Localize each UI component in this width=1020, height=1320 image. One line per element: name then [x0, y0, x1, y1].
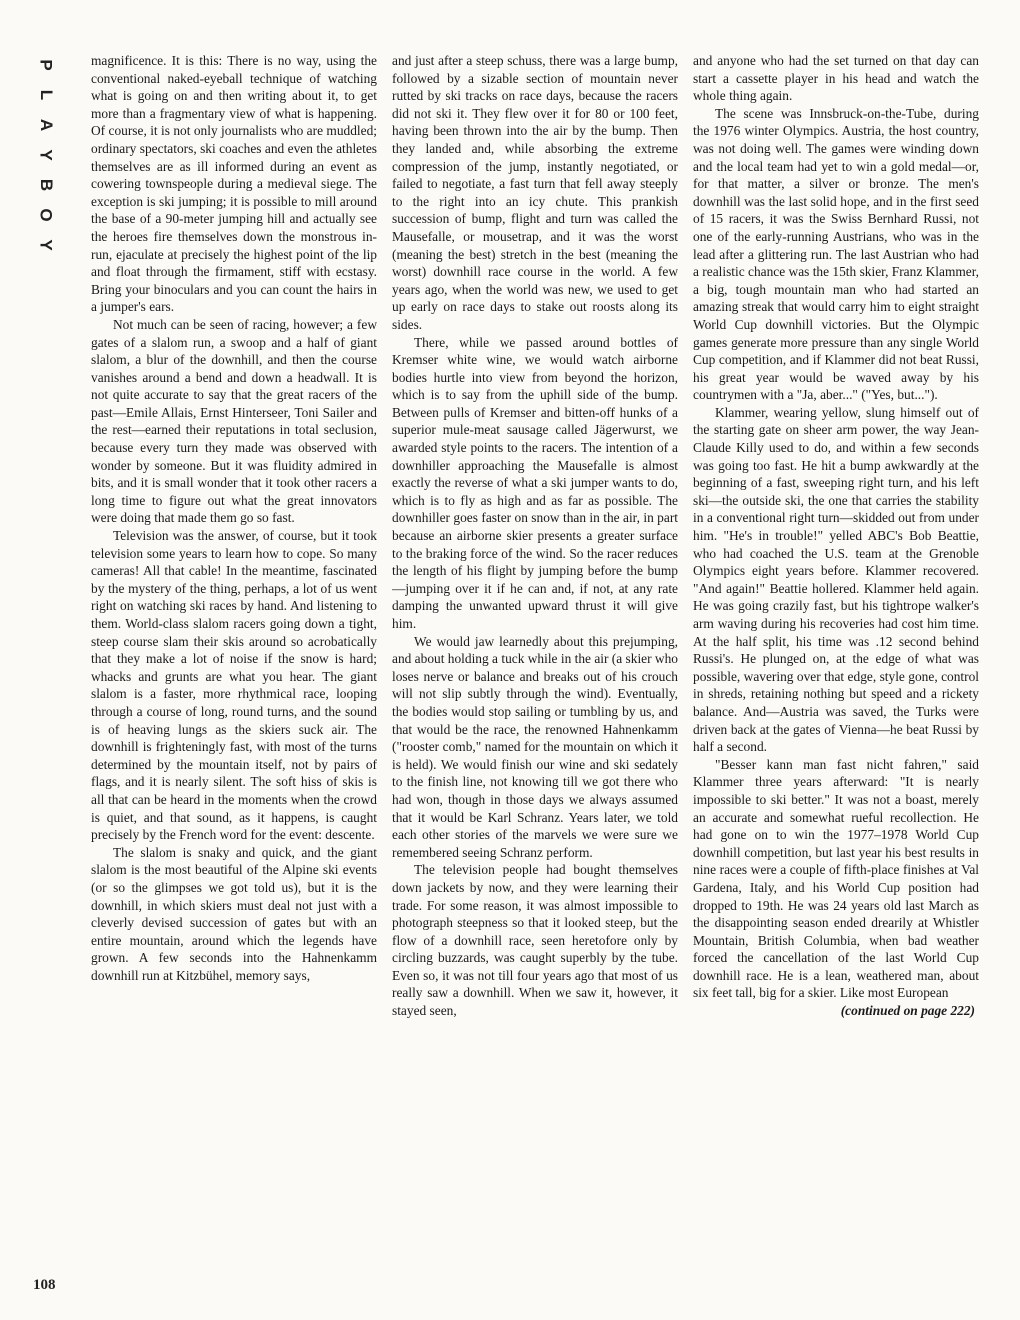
paragraph: Television was the answer, of course, but it took television some years to learn how to cope. So many cameras! All that cable! In the meantime, fascinated by the mystery of the thing, perhaps, a lot of us went right on watching ski races by hand. And listening to them. World-class slalom racers going down a tight, steep course slam their skis around so acrobatically that they make a lot of noise if the snow is hard; whacks and grunts are what you hear. The giant slalom is a faster, more rhythmical race, looping through a course of long, round turns, and the sound is of heaving lungs as the skiers suck air. The downhill is frighteningly fast, with most of the turns determined by the mountain itself, not by pairs of flags, and it is nearly silent. The soft hiss of skis is all that can be heard in the moments when the crowd is quiet, and that sound, as it happens, is caught precisely by the French word for the event: descente.: [91, 528, 377, 843]
page-number: 108: [33, 1277, 56, 1293]
logo-letter: A: [37, 118, 56, 132]
paragraph: Not much can be seen of racing, however; a few gates of a slalom run, a swoop and a half of giant slalom, a blur of the downhill, and then the course vanishes around a bend and down a headwall. It is not quite accurate to say that the great racers of the past—Emile Allais, Ernst Hinterseer, Toni Sailer and the rest—earned their reputations in total seclusion, because every turn they made was observed with wonder by someone. But it was fluidity admired in bits, and it is small wonder that it took other racers a long time to figure out what the great innovators were doing that made them go so fast.: [91, 316, 377, 526]
logo-letter: P: [37, 59, 56, 71]
paragraph: "Besser kann man fast nicht fahren," said Klammer three years afterward: "It is nearly impossible to ski better." It was not a boast, merely an accurate and somewhat rueful recollection. He had gone on to win the 1977–1978 World Cup downhill competition, but last year his best results in nine races were a couple of fifth-place finishes at Val Gardena, Italy, and his World Cup position had dropped to 19th. He was 24 years old last March as the disappointing season ended drearily at Whistler Mountain, British Columbia, when bad weather forced the cancellation of the last World Cup downhill race. He is a lean, weathered man, about six feet tall, big for a skier. Like most European: [693, 756, 979, 1001]
article-column-1: [91, 52, 377, 1292]
logo-letter: B: [37, 178, 56, 192]
article-column-2: [392, 52, 678, 1292]
paragraph: and anyone who had the set turned on that day can start a cassette player in his head and watch the whole thing again.: [693, 53, 979, 104]
paragraph: and just after a steep schuss, there was a large bump, followed by a sizable section of mountain never rutted by ski tracks on race days, because the racers did not ski it. They flew over it for 80 or 100 feet, having been thrown into the air by the bump. Then they landed and, while absorbing the extreme compression of the jump, instantly negotiated, or failed to negotiate, a fast turn that fell away steeply to the right into an icy chute. This prankish succession of bump, flight and turn was called the Mausefalle, or mousetrap, and it was the worst (meaning the best) stretch in the best (meaning the worst) downhill race course in the world. A few years ago, when the world was new, we used to get up early on race days to stake out roosts along its sides.: [392, 53, 678, 332]
paragraph: Klammer, wearing yellow, slung himself out of the starting gate on sheer arm power, the way Jean-Claude Killy used to do, and within a few seconds was going too fast. He hit a bump awkwardly at the beginning of a fast, sweeping right turn, and his left ski—the outside ski, the one that carries the stability in a conventional right turn—skidded out from under him. "He's in trouble!" yelled ABC's Bob Beattie, who had coached the U.S. team at the Grenoble Olympics eight years before. Klammer recovered. "And again!" Beattie hollered. Klammer held again. He was going crazily fast, but his tightrope walker's arm waving during his recoveries had cost him time. At the half split, his time was .12 second behind Russi's. He plunged on, at the edge of what was possible, wavering over that edge, style gone, control in shreds, retaining nothing but speed and a rickety balance. And—Austria was saved, the Turks were driven back at the gates of Vienna—he beat Russi by half a second.: [693, 404, 979, 755]
logo-letter: Y: [37, 239, 56, 251]
logo-letter: Y: [37, 149, 56, 161]
paragraph: There, while we passed around bottles of Kremser white wine, we would watch airborne bodies hurtle into view from beyond the horizon, which is to say from the uphill side of the bump. Between pulls of Kremser and bitten-off hunks of a superior mule-meat sausage called Jägerwurst, we awarded style points to the racers. The intention of a downhiller approaching the Mausefalle is almost exactly the reverse of what a ski jumper wants to do, which is to fly as high and as far as possible. The downhiller goes faster on snow than in the air, in part because an airborne skier presents a greater surface to the braking force of the wind. So the racer reduces the length of his flight by jumping before the bump—jumping over it if he can and, if not, at any rate damping the unwanted upward thrust it will give him.: [392, 334, 678, 631]
article-column-3: [693, 52, 979, 1292]
magazine-logo: [34, 50, 58, 260]
paragraph: The scene was Innsbruck-on-the-Tube, during the 1976 winter Olympics. Austria, the host country, was not doing well. The games were winding down and the local team had yet to win a gold medal—or, for that matter, a silver or bronze. The men's downhill was the last solid hope, and in the first seed of 15 racers, it was the Swiss Bernhard Russi, not one of the early-running Austrians, who was in the lead after a glittering run. The last Austrian who had a realistic chance was the 15th skier, Franz Klammer, a big, tough mountain man who had started an amazing streak that would carry him to eight straight World Cup downhill victories. But the Olympic games generate more pressure than any single World Cup competition, and if Klammer did not beat Russi, his great year would be waved away by his countrymen with a "Ja, aber..." ("Yes, but...").: [693, 105, 979, 403]
paragraph: The television people had bought themselves down jackets by now, and they were learning their trade. For some reason, it was almost impossible to photograph steepness so that it looked steep, but the flow of a downhill race, seen heretofore only by circling buzzards, was caught superbly by the tube. Even so, it was not till four years ago that most of us really saw a downhill. When we saw it, however, it stayed seen,: [392, 862, 678, 1019]
paragraph: The slalom is snaky and quick, and the giant slalom is the most beautiful of the Alpine ski events (or so the glimpses we got told us), but it is the downhill, in which skiers must deal not just with a cleverly devised succession of gates but with an entire mountain, around which the legends have grown. A few seconds into the Hahnenkamm downhill run at Kitzbühel, memory says,: [91, 844, 377, 983]
paragraph: We would jaw learnedly about this prejumping, and about holding a tuck while in the air (a skier who loses nerve or balance and breaks out of his crouch will not slip subtly through the wind). Eventually, the bodies would stop sailing or tumbling by us, and that would be the race, the renowned Hahnenkamm ("rooster comb," named for the mountain on which it is held). We would finish our wine and ski sedately to the finish line, not knowing till we got there who had won, though in those days we always assumed that it would be Karl Schranz. Years later, we told each other stories of the marvels we were sure we remembered seeing Schranz perform.: [392, 633, 678, 860]
paragraph: magnificence. It is this: There is no way, using the conventional naked-eyeball technique of watching what is going on and then writing about it, to get more than a fragmentary view of what is happening. Of course, it is not only journalists who are muddled; ordinary spectators, ski coaches and even the athletes themselves are as ill informed during an event as cowering townspeople during a medieval siege. The exception is ski jumping; it is possible to mill around the base of a 90-meter jumping hill and actually see the heroes fire themselves down the monstrous in-run, ejaculate at precisely the highest point of the lip and float through the firmament, stiff with ecstasy. Bring your binoculars and you can count the hairs in a jumper's ears.: [91, 53, 377, 315]
logo-letter: L: [36, 89, 56, 101]
continued-on-page-link[interactable]: (continued on page 222): [840, 1003, 975, 1019]
logo-letter: O: [36, 208, 56, 222]
